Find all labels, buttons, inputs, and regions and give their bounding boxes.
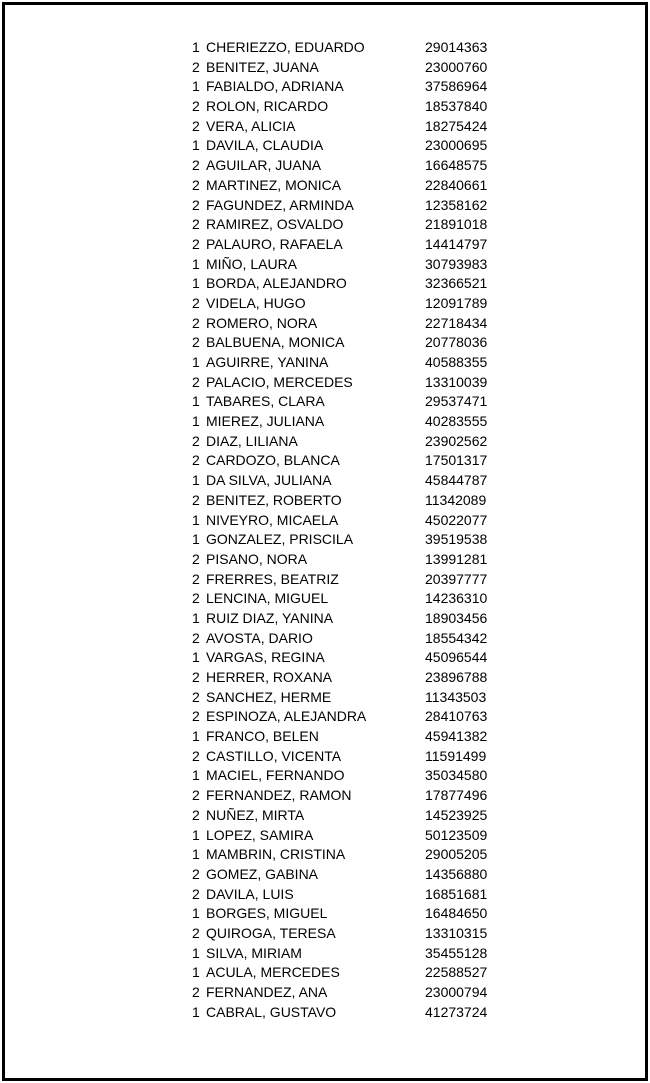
row-code: 2	[192, 865, 200, 882]
row-code: 1	[192, 255, 200, 272]
row-document-number: 22840661	[425, 176, 488, 193]
list-item	[192, 747, 512, 767]
list-item	[192, 314, 512, 334]
row-code: 1	[192, 393, 200, 410]
row-name: NUÑEZ, MIRTA	[206, 806, 305, 823]
row-code: 2	[192, 117, 200, 134]
row-name: CHERIEZZO, EDUARDO	[206, 39, 365, 55]
row-name: MARTINEZ, MONICA	[206, 176, 342, 193]
row-document-number: 35455128	[425, 944, 488, 961]
row-document-number: 14523925	[425, 806, 488, 823]
row-code: 2	[192, 688, 200, 705]
list-item	[192, 629, 512, 649]
list-item	[192, 353, 512, 373]
row-document-number: 45022077	[425, 511, 488, 528]
row-name: BORGES, MIGUEL	[206, 905, 328, 922]
row-name: NIVEYRO, MICAELA	[206, 511, 339, 528]
row-name: GONZALEZ, PRISCILA	[206, 531, 354, 548]
list-item	[192, 432, 512, 452]
list-item	[192, 215, 512, 235]
row-name: DAVILA, LUIS	[206, 885, 294, 902]
row-code: 1	[192, 511, 200, 528]
list-item	[192, 333, 512, 353]
row-document-number: 23000760	[425, 58, 488, 75]
list-item	[192, 727, 512, 747]
list-item	[192, 530, 512, 550]
row-name: MAMBRIN, CRISTINA	[206, 846, 346, 863]
row-code: 1	[192, 964, 200, 981]
row-name: AGUILAR, JUANA	[206, 157, 322, 174]
row-document-number: 22588527	[425, 964, 488, 981]
row-document-number: 35034580	[425, 767, 488, 784]
row-code: 2	[192, 806, 200, 823]
list-item	[192, 1003, 512, 1023]
row-document-number: 40283555	[425, 413, 488, 430]
row-name: ACULA, MERCEDES	[206, 964, 340, 981]
row-document-number: 23902562	[425, 432, 488, 449]
row-document-number: 45096544	[425, 649, 488, 666]
row-document-number: 37586964	[425, 78, 488, 95]
row-code: 1	[192, 944, 200, 961]
row-code: 1	[192, 905, 200, 922]
row-document-number: 11591499	[425, 747, 487, 764]
row-name: MIEREZ, JULIANA	[206, 413, 325, 430]
row-code: 2	[192, 176, 200, 193]
row-name: DAVILA, CLAUDIA	[206, 137, 324, 154]
list-item	[192, 412, 512, 432]
list-item	[192, 274, 512, 294]
row-name: QUIROGA, TERESA	[206, 924, 336, 941]
row-document-number: 23896788	[425, 669, 488, 685]
row-name: GOMEZ, GABINA	[206, 865, 319, 882]
list-item	[192, 97, 512, 117]
row-code: 1	[192, 1003, 200, 1020]
row-code: 1	[192, 354, 200, 370]
row-code: 2	[192, 196, 200, 213]
row-document-number: 20397777	[425, 570, 488, 587]
list-item	[192, 786, 512, 806]
row-code: 2	[192, 924, 200, 941]
row-document-number: 13310039	[425, 373, 488, 390]
row-code: 2	[192, 570, 200, 587]
list-item	[192, 491, 512, 511]
row-code: 2	[192, 984, 200, 1000]
list-item	[192, 865, 512, 885]
row-code: 1	[192, 39, 200, 55]
row-name: SANCHEZ, HERME	[206, 688, 332, 705]
row-document-number: 39519538	[425, 531, 488, 548]
list-item	[192, 609, 512, 629]
row-document-number: 20778036	[425, 334, 488, 351]
list-item	[192, 550, 512, 570]
list-item	[192, 235, 512, 255]
row-code: 1	[192, 728, 200, 745]
row-name: AGUIRRE, YANINA	[206, 354, 329, 370]
row-name: AVOSTA, DARIO	[206, 629, 313, 646]
row-document-number: 23000794	[425, 984, 488, 1000]
row-name: RAMIREZ, OSVALDO	[206, 216, 344, 233]
row-code: 2	[192, 787, 200, 804]
row-name: VERA, ALICIA	[206, 117, 296, 134]
row-name: PISANO, NORA	[206, 550, 308, 567]
row-name: TABARES, CLARA	[206, 393, 325, 410]
row-document-number: 50123509	[425, 826, 488, 843]
row-document-number: 17501317	[425, 452, 488, 469]
row-name: FAGUNDEZ, ARMINDA	[206, 196, 354, 213]
row-name: FRANCO, BELEN	[206, 728, 319, 745]
row-code: 1	[192, 413, 200, 430]
row-name: FERNANDEZ, ANA	[206, 984, 328, 1000]
row-code: 1	[192, 275, 200, 292]
row-name: LENCINA, MIGUEL	[206, 590, 329, 607]
row-name: ROLON, RICARDO	[206, 98, 329, 115]
list-item	[192, 156, 512, 176]
list-item	[192, 983, 512, 1003]
list-item	[192, 845, 512, 865]
list-item	[192, 766, 512, 786]
row-code: 1	[192, 767, 200, 784]
list-item	[192, 826, 512, 846]
row-document-number: 17877496	[425, 787, 488, 804]
row-document-number: 29014363	[425, 39, 488, 55]
row-document-number: 21891018	[425, 216, 488, 233]
row-code: 1	[192, 609, 200, 626]
row-name: HERRER, ROXANA	[206, 669, 333, 685]
row-code: 1	[192, 137, 200, 154]
row-document-number: 16851681	[425, 885, 488, 902]
row-code: 2	[192, 157, 200, 174]
row-document-number: 13991281	[425, 550, 488, 567]
row-document-number: 41273724	[425, 1003, 488, 1020]
row-name: FRERRES, BEATRIZ	[206, 570, 339, 587]
row-code: 2	[192, 432, 200, 449]
person-list	[192, 38, 512, 1022]
list-item	[192, 806, 512, 826]
list-item	[192, 117, 512, 137]
row-document-number: 45941382	[425, 728, 488, 745]
row-name: CASTILLO, VICENTA	[206, 747, 342, 764]
list-item	[192, 451, 512, 471]
row-code: 1	[192, 531, 200, 548]
row-name: VIDELA, HUGO	[206, 294, 306, 311]
row-name: MACIEL, FERNANDO	[206, 767, 345, 784]
list-item	[192, 668, 512, 688]
row-name: PALAURO, RAFAELA	[206, 235, 343, 252]
row-code: 2	[192, 708, 200, 725]
row-name: FERNANDEZ, RAMON	[206, 787, 352, 804]
row-document-number: 12091789	[425, 294, 488, 311]
row-code: 2	[192, 885, 200, 902]
row-name: SILVA, MIRIAM	[206, 944, 302, 961]
row-code: 2	[192, 373, 200, 390]
row-code: 2	[192, 294, 200, 311]
row-code: 1	[192, 472, 200, 489]
list-item	[192, 885, 512, 905]
list-item	[192, 58, 512, 78]
row-document-number: 14236310	[425, 590, 488, 607]
list-item	[192, 648, 512, 668]
list-item	[192, 707, 512, 727]
row-document-number: 18554342	[425, 629, 488, 646]
row-code: 1	[192, 846, 200, 863]
row-name: DA SILVA, JULIANA	[206, 472, 332, 489]
list-item	[192, 904, 512, 924]
list-item	[192, 136, 512, 156]
row-code: 2	[192, 216, 200, 233]
list-item	[192, 294, 512, 314]
row-document-number: 30793983	[425, 255, 488, 272]
list-item	[192, 373, 512, 393]
row-code: 1	[192, 78, 200, 95]
row-name: CABRAL, GUSTAVO	[206, 1003, 337, 1020]
row-code: 2	[192, 314, 200, 331]
row-name: LOPEZ, SAMIRA	[206, 826, 314, 843]
list-item	[192, 570, 512, 590]
row-name: PALACIO, MERCEDES	[206, 373, 353, 390]
list-item	[192, 38, 512, 58]
row-code: 2	[192, 669, 200, 685]
document-page	[2, 2, 648, 1081]
row-code: 2	[192, 235, 200, 252]
row-code: 2	[192, 452, 200, 469]
row-document-number: 18537840	[425, 98, 488, 115]
list-item	[192, 944, 512, 964]
row-document-number: 12358162	[425, 196, 488, 213]
row-name: RUIZ DIAZ, YANINA	[206, 609, 334, 626]
row-code: 2	[192, 98, 200, 115]
row-code: 2	[192, 747, 200, 764]
list-item	[192, 511, 512, 531]
list-item	[192, 963, 512, 983]
row-document-number: 28410763	[425, 708, 488, 725]
row-code: 1	[192, 649, 200, 666]
row-document-number: 16484650	[425, 905, 488, 922]
row-document-number: 32366521	[425, 275, 488, 292]
row-name: BENITEZ, JUANA	[206, 58, 319, 75]
list-item	[192, 688, 512, 708]
row-document-number: 14356880	[425, 865, 488, 882]
row-document-number: 29537471	[425, 393, 488, 410]
row-document-number: 11342089	[425, 491, 487, 508]
list-item	[192, 77, 512, 97]
row-document-number: 23000695	[425, 137, 488, 154]
list-item	[192, 255, 512, 275]
list-item	[192, 471, 512, 491]
row-document-number: 11343503	[425, 688, 487, 705]
row-name: BALBUENA, MONICA	[206, 334, 345, 351]
row-document-number: 22718434	[425, 314, 488, 331]
row-document-number: 18275424	[425, 117, 488, 134]
row-document-number: 14414797	[425, 235, 488, 252]
row-document-number: 40588355	[425, 354, 488, 370]
row-name: BENITEZ, ROBERTO	[206, 491, 342, 508]
row-document-number: 29005205	[425, 846, 488, 863]
row-name: BORDA, ALEJANDRO	[206, 275, 347, 292]
row-document-number: 45844787	[425, 472, 488, 489]
row-document-number: 13310315	[425, 924, 488, 941]
row-name: CARDOZO, BLANCA	[206, 452, 340, 469]
row-name: ESPINOZA, ALEJANDRA	[206, 708, 367, 725]
row-document-number: 18903456	[425, 609, 488, 626]
list-item	[192, 589, 512, 609]
list-item	[192, 392, 512, 412]
row-name: VARGAS, REGINA	[206, 649, 325, 666]
row-code: 1	[192, 826, 200, 843]
row-name: DIAZ, LILIANA	[206, 432, 298, 449]
row-code: 2	[192, 550, 200, 567]
row-code: 2	[192, 629, 200, 646]
row-code: 2	[192, 334, 200, 351]
list-item	[192, 176, 512, 196]
row-name: FABIALDO, ADRIANA	[206, 78, 344, 95]
list-item	[192, 196, 512, 216]
row-code: 2	[192, 491, 200, 508]
row-name: ROMERO, NORA	[206, 314, 318, 331]
row-code: 2	[192, 58, 200, 75]
row-code: 2	[192, 590, 200, 607]
list-item	[192, 924, 512, 944]
row-name: MIÑO, LAURA	[206, 255, 298, 272]
row-document-number: 16648575	[425, 157, 488, 174]
